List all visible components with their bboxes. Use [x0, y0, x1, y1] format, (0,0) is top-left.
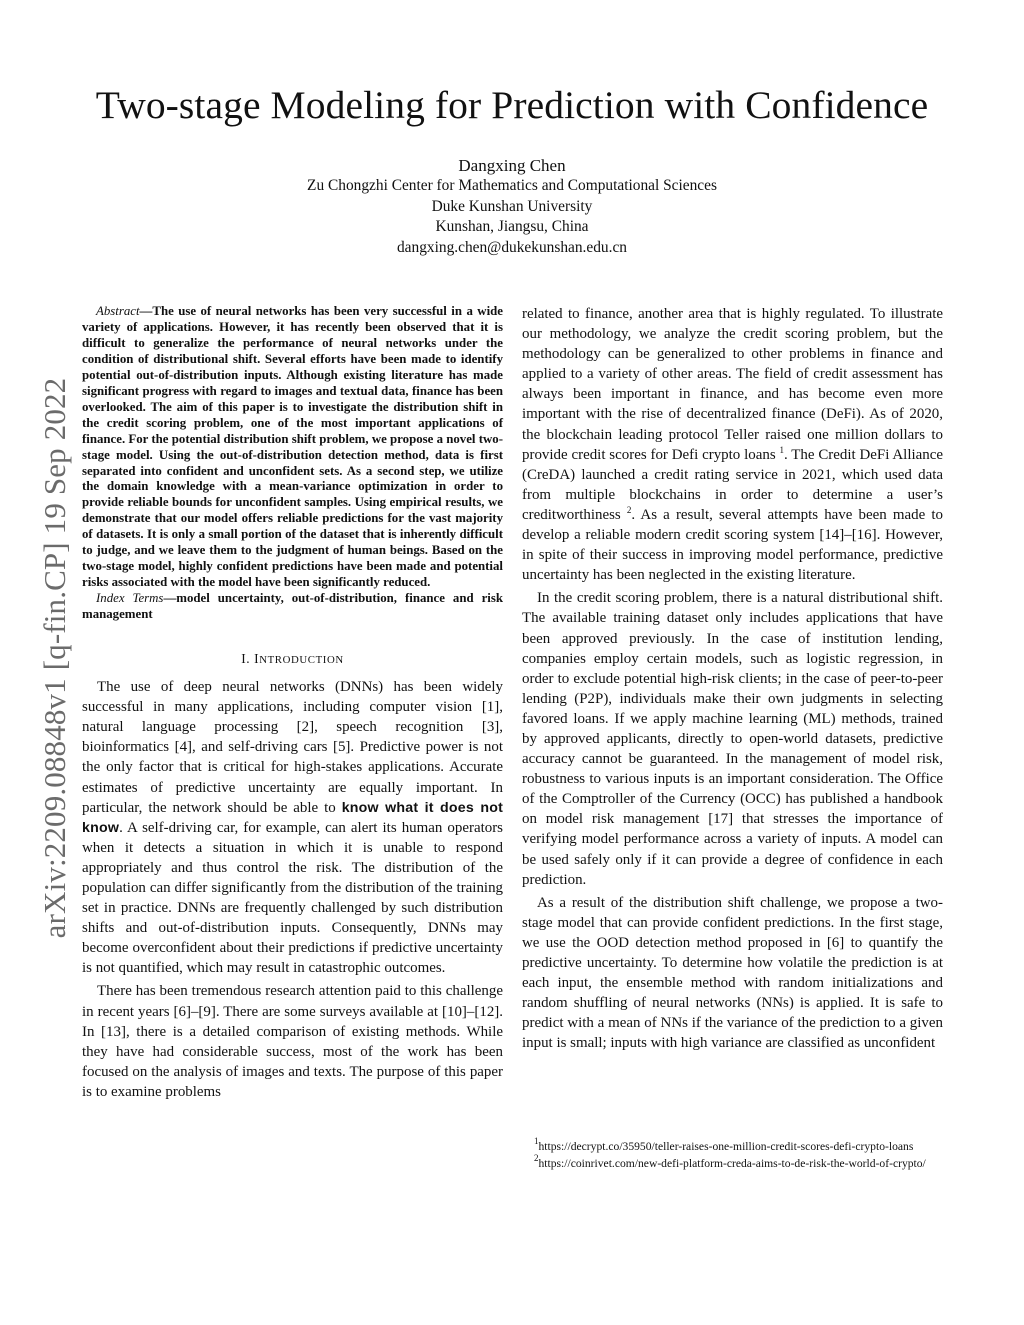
index-terms-dash: —: [163, 591, 177, 606]
footnote-2: [522, 1152, 943, 1172]
intro-paragraph-3-text-c: . As a result, several attempts have been made to develop a reliable modern credit scoring system [14]–[16]. However, in spite of their success in improving model performance, predictive uncertainty has been neglected in the existing literature.: [522, 506, 943, 584]
emphasis-know-what-it-does-not-know: know what it does not know: [82, 799, 503, 836]
intro-paragraph-1: [82, 677, 503, 978]
abstract: [82, 304, 503, 591]
index-terms-label: Index Terms: [96, 591, 164, 606]
section-numeral: I.: [241, 651, 255, 667]
intro-paragraph-4: In the credit scoring problem, there is a natural distributional shift. The available training dataset only includes applications that have been approved previously. In the case of institution lending, companies employ certain models, such as logistic regression, in order to exclude potential high-risk clients; in the case of peer-to-peer lending (P2P), individuals make their own judgments in selecting favored loans. If we apply machine learning (ML) methods, trained by approved applicants, directly to open-world datasets, predictive accuracy cannot be guaranteed. In the management of model risk, robustness to various inputs is an important consideration. The Office of the Comptroller of the Currency (OCC) has published a handbook on model risk management [17] that stresses the importance of verifying model performance across a variety of inputs. A model can be used safely only if it can provide a degree of confidence in each prediction.: [522, 590, 943, 888]
intro-paragraph-3: [522, 304, 943, 585]
section-title-rest: NTRODUCTION: [259, 654, 344, 667]
intro-paragraph-3-text-b: . The Credit DeFi Alliance (CreDA) launched a credit rating service in 2021, which used data from multiple blockchains in order to determine a user’s creditworthiness: [522, 446, 943, 523]
intro-paragraph-2: There has been tremendous research attention paid to this challenge in recent years [6]–[9]. There are some surveys available at [10]–[12]. In [13], there is a detailed comparison of existing methods. While they have had considerable success, most of the work has been focused on the analysis of images and texts. The purpose of this paper is to examine problems: [82, 983, 503, 1100]
section-heading-introduction: [82, 651, 503, 667]
author-affiliation: Zu Chongzhi Center for Mathematics and Computational Sciences: [307, 177, 717, 194]
intro-paragraph-1-text-a: The use of deep neural networks (DNNs) has been widely successful in many applications, including computer vision [1], natural language processing [2], speech recognition [3], bioinformatics [4], and self-driving cars [5]. Predictive power is not the only factor that is critical for high-stakes applications. Accurate estimates of predictive uncertainty are equally important. In particular, the network should be able to: [82, 679, 503, 816]
arxiv-sidebar-stamp: [34, 348, 76, 968]
section-title-initial: I: [254, 651, 260, 667]
right-column: [522, 304, 943, 1053]
paper-title: Two-stage Modeling for Prediction with Confidence: [95, 83, 929, 127]
left-column: [82, 304, 503, 1102]
author-institution: Duke Kunshan University: [431, 197, 593, 215]
footnote-1-url[interactable]: https://decrypt.co/35950/teller-raises-one-million-credit-scores-defi-crypto-loans: [538, 1140, 914, 1153]
abstract-dash: —: [139, 304, 153, 318]
footnotes: [522, 1136, 943, 1173]
abstract-label: Abstract: [96, 304, 140, 318]
footnote-mark-2[interactable]: 2: [626, 504, 632, 515]
author-name: Dangxing Chen: [458, 156, 566, 175]
author-email[interactable]: dangxing.chen@dukekunshan.edu.cn: [396, 238, 627, 256]
footnote-1-mark: 1: [534, 1136, 539, 1146]
footnote-2-mark: 2: [534, 1152, 539, 1163]
footnote-mark-1[interactable]: 1: [779, 444, 784, 455]
intro-paragraph-1-text-b: . A self-driving car, for example, can alert its human operators when it detects a situation in which it is unable to respond appropriately and thus control the risk. The distribution of the population can differ significantly from the distribution of the training set in practice. DNNs are frequently challenged by such distribution shifts and out-of-distribution inputs. Consequently, DNNs may become overconfident about their predictions if predictive uncertainty is not quantified, which may result in catastrophic outcomes.: [82, 819, 503, 977]
arxiv-identifier: arXiv:2209.08848v1 [q-fin.CP] 19 Sep 2022: [37, 377, 72, 939]
index-terms: [82, 591, 503, 623]
footnote-1: [522, 1136, 943, 1155]
author-block: [0, 155, 1024, 258]
author-location: Kunshan, Jiangsu, China: [435, 218, 589, 235]
intro-paragraph-5: As a result of the distribution shift challenge, we propose a two-stage model that can provide confident predictions. In the first stage, we use the OOD detection method proposed in [6] to quantify the predictive uncertainty. To determine how volatile the prediction is at each input, the ensemble method with random initializations and random shuffling of neural networks (NNs) is applied. It is safe to predict with a mean of NNs if the variance of the prediction to a given input is small; inputs with high variance are classified as unconfident: [522, 894, 943, 1052]
intro-paragraph-3-text-a: related to finance, another area that is highly regulated. To illustrate our methodology, we analyze the credit scoring problem, but the methodology can be generalized to other problems in finance and applied to a variety of other areas. The field of credit assessment has always been important in finance, and has become even more important with the rise of decentralized finance (DeFi). As of 2020, the blockchain leading protocol Teller raised one million dollars to provide credit scores for Defi crypto loans: [522, 306, 943, 463]
footnote-2-url[interactable]: https://coinrivet.com/new-defi-platform-creda-aims-to-de-risk-the-world-of-crypto/: [538, 1156, 926, 1170]
abstract-text: The use of neural networks has been very successful in a wide variety of applications. However, it has recently been observed that it is difficult to generalize the performance of neural networks under the condition of distributional shift. Several efforts have been made to identify potential out-of-distribution inputs. Although existing literature has made significant progress with regard to images and textual data, finance has been overlooked. The aim of this paper is to investigate the distribution shift in the credit scoring problem, one of the most important applications of finance. For the potential distribution shift problem, we propose a novel two-stage model. Using the out-of-distribution detection method, data is first separated into confident and unconfident sets. As a second step, we utilize the domain knowledge with a mean-variance optimization in order to provide reliable bounds for unconfident samples. Using empirical results, we demonstrate that our model offers reliable predictions for the vast majority of datasets. It is only a small portion of the dataset that is inherently difficult to judge, and we leave them to the judgment of human beings. Based on the two-stage model, highly confident predictions have been made and potential risks associated with the model have been significantly reduced.: [82, 304, 503, 590]
index-terms-text: model uncertainty, out-of-distribution, finance and risk management: [82, 591, 504, 622]
